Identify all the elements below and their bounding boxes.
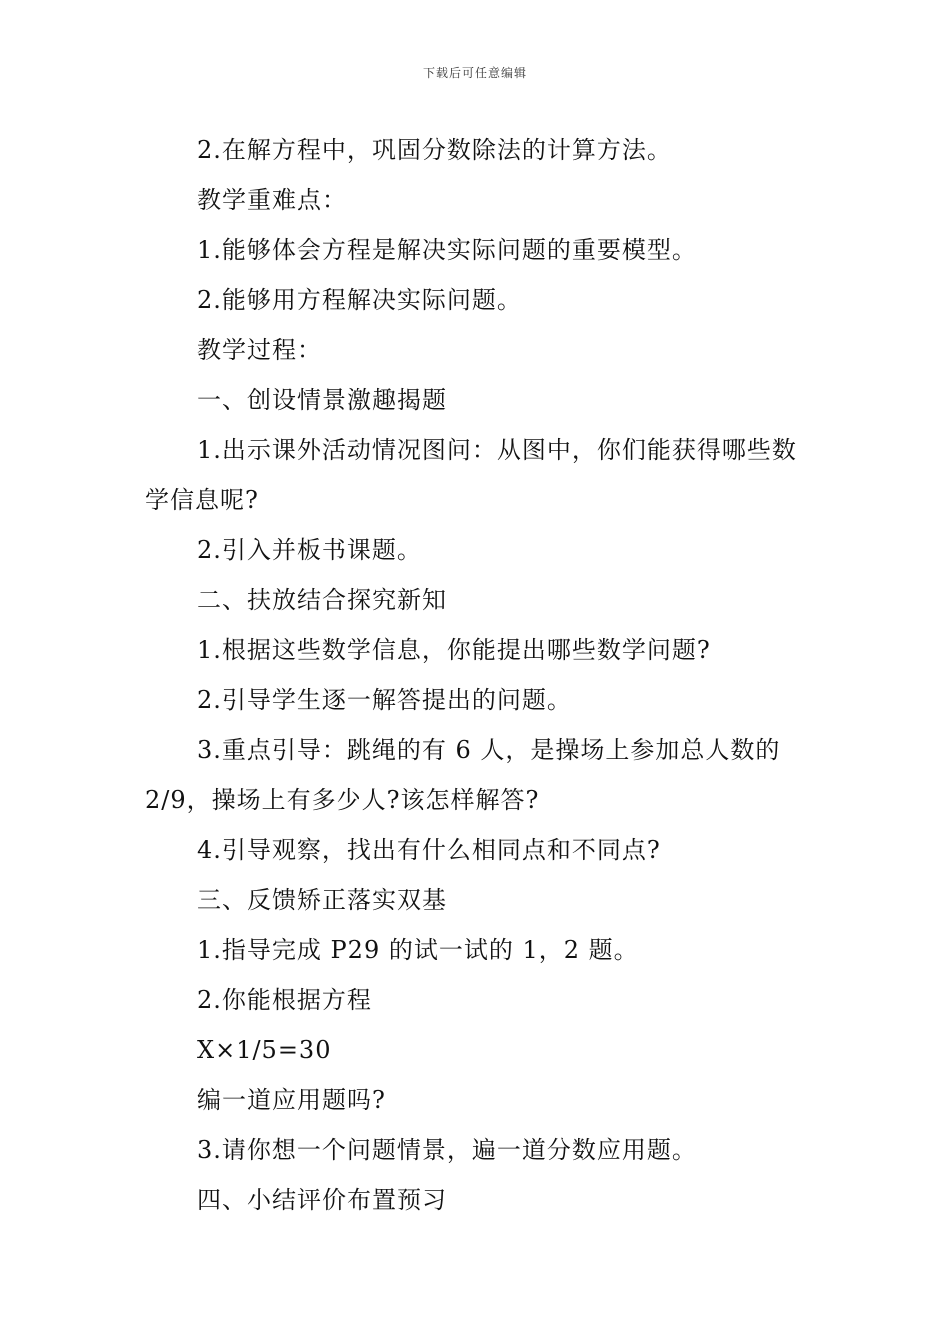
- section-heading-1: 一、创设情景激趣揭题: [197, 386, 447, 414]
- paragraph-step-2-2: 2.引导学生逐一解答提出的问题。: [197, 686, 572, 714]
- heading-key-points: 教学重难点：: [197, 186, 347, 214]
- document-body: [145, 125, 815, 1225]
- paragraph-key-point-1: 1.能够体会方程是解决实际问题的重要模型。: [197, 236, 697, 264]
- paragraph-step-3-3: 3.请你想一个问题情景，遍一道分数应用题。: [197, 1136, 697, 1164]
- heading-teaching-process: 教学过程：: [197, 336, 322, 364]
- paragraph-step-2-3: 3.重点引导：跳绳的有 6 人，是操场上参加总人数的 2/9，操场上有多少人?该怎样解答?: [145, 736, 790, 814]
- section-heading-4: 四、小结评价布置预习: [197, 1186, 447, 1214]
- paragraph-step-1-2: 2.引入并板书课题。: [197, 536, 422, 564]
- paragraph-step-2-1: 1.根据这些数学信息，你能提出哪些数学问题?: [197, 636, 711, 664]
- paragraph-step-3-2-question: 编一道应用题吗?: [197, 1086, 386, 1114]
- header-note: 下载后可任意编辑: [422, 66, 527, 80]
- equation-line: X×1/5=30: [197, 1036, 332, 1064]
- paragraph-step-3-1: 1.指导完成 P29 的试一试的 1，2 题。: [197, 936, 639, 964]
- paragraph-key-point-2: 2.能够用方程解决实际问题。: [197, 286, 522, 314]
- section-heading-2: 二、扶放结合探究新知: [197, 586, 447, 614]
- paragraph-step-2-4: 4.引导观察，找出有什么相同点和不同点?: [197, 836, 661, 864]
- section-heading-3: 三、反馈矫正落实双基: [197, 886, 447, 914]
- paragraph-step-1-1: 1.出示课外活动情况图问：从图中，你们能获得哪些数学信息呢?: [145, 436, 797, 514]
- paragraph-step-3-2: 2.你能根据方程: [197, 986, 372, 1014]
- paragraph-goal-2: 2.在解方程中，巩固分数除法的计算方法。: [197, 136, 672, 164]
